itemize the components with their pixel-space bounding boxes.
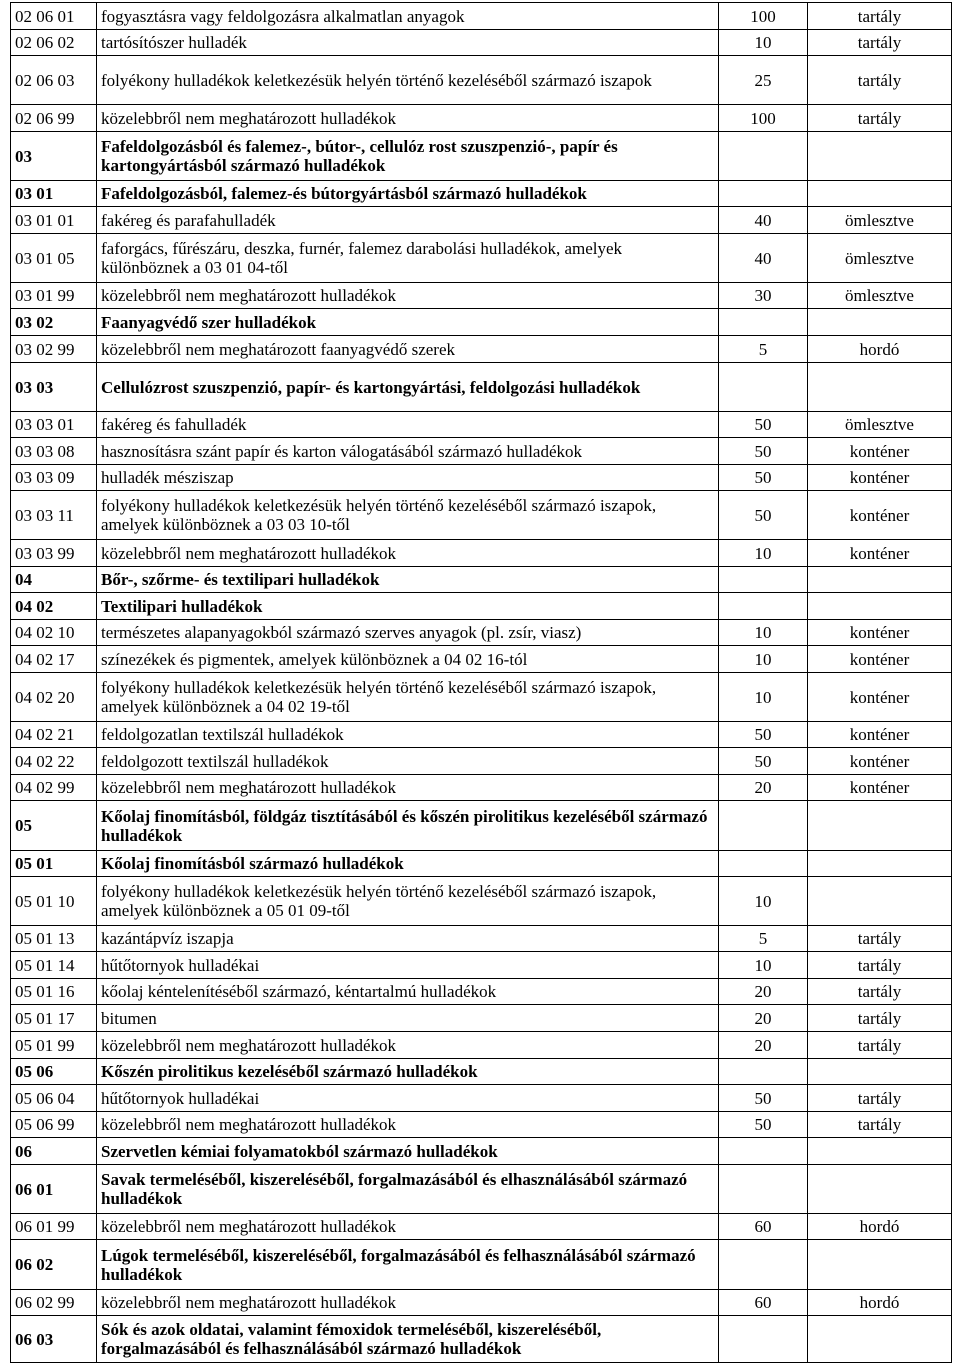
container-cell [808, 363, 952, 412]
table-row [11, 30, 952, 56]
amount-cell: 20 [719, 1005, 808, 1032]
container-cell: konténer [808, 540, 952, 567]
table-row [11, 105, 952, 132]
description-cell: Textilipari hulladékok [97, 593, 719, 620]
waste-code-cell: 03 02 99 [11, 336, 97, 363]
description-cell: Fafeldolgozásból és falemez-, bútor-, cellulóz rost szuszpenzió-, papír és kartongyártásból származó hulladékok [97, 132, 719, 181]
waste-code-cell: 05 01 [11, 851, 97, 877]
amount-cell: 10 [719, 620, 808, 646]
description-cell: közelebbről nem meghatározott hulladékok [97, 105, 719, 132]
table-row [11, 491, 952, 540]
description-cell: folyékony hulladékok keletkezésük helyén történő kezeléséből származó iszapok [97, 56, 719, 105]
description-cell: Cellulózrost szuszpenzió, papír- és kartongyártási, feldolgozási hulladékok [97, 363, 719, 412]
waste-code-cell: 03 [11, 132, 97, 181]
table-row [11, 620, 952, 646]
container-cell: konténer [808, 438, 952, 465]
container-cell: ömlesztve [808, 283, 952, 309]
container-cell: konténer [808, 465, 952, 491]
container-cell [808, 851, 952, 877]
amount-cell [719, 851, 808, 877]
table-row [11, 207, 952, 234]
description-cell: közelebbről nem meghatározott hulladékok [97, 1214, 719, 1240]
amount-cell: 5 [719, 926, 808, 952]
amount-cell [719, 593, 808, 620]
amount-cell: 50 [719, 465, 808, 491]
description-cell: Sók és azok oldatai, valamint fémoxidok termeléséből, kiszereléséből, forgalmazásából és felhasználásából származó hulladékok [97, 1316, 719, 1363]
amount-cell [719, 1240, 808, 1290]
container-cell: konténer [808, 748, 952, 775]
container-cell: tartály [808, 1112, 952, 1138]
category-row [11, 1240, 952, 1290]
description-cell: hűtőtornyok hulladékai [97, 1085, 719, 1112]
description-cell: Kőolaj finomításból származó hulladékok [97, 851, 719, 877]
table-row [11, 775, 952, 801]
waste-code-cell: 03 01 [11, 181, 97, 207]
waste-code-cell: 03 03 11 [11, 491, 97, 540]
description-cell: Lúgok termeléséből, kiszereléséből, forgalmazásából és felhasználásából származó hulladékok [97, 1240, 719, 1290]
amount-cell: 40 [719, 234, 808, 283]
amount-cell: 10 [719, 673, 808, 722]
container-cell [808, 567, 952, 593]
amount-cell [719, 1316, 808, 1363]
amount-cell [719, 132, 808, 181]
container-cell [808, 1316, 952, 1363]
category-row [11, 851, 952, 877]
waste-code-table [10, 2, 952, 1363]
waste-code-cell: 05 [11, 801, 97, 851]
description-cell: közelebbről nem meghatározott hulladékok [97, 1032, 719, 1059]
amount-cell: 5 [719, 336, 808, 363]
waste-code-cell: 04 02 21 [11, 722, 97, 748]
table-row [11, 1112, 952, 1138]
description-cell: hasznosításra szánt papír és karton válogatásából származó hulladékok [97, 438, 719, 465]
waste-code-cell: 04 02 22 [11, 748, 97, 775]
description-cell: fakéreg és parafahulladék [97, 207, 719, 234]
description-cell: fogyasztásra vagy feldolgozásra alkalmatlan anyagok [97, 3, 719, 30]
table-row [11, 646, 952, 673]
description-cell: közelebbről nem meghatározott hulladékok [97, 1112, 719, 1138]
waste-code-cell: 06 01 99 [11, 1214, 97, 1240]
waste-code-cell: 03 01 05 [11, 234, 97, 283]
category-row [11, 1059, 952, 1085]
table-row [11, 673, 952, 722]
container-cell: konténer [808, 646, 952, 673]
waste-code-cell: 04 02 10 [11, 620, 97, 646]
waste-code-cell: 02 06 99 [11, 105, 97, 132]
container-cell: tartály [808, 105, 952, 132]
description-cell: kőolaj kéntelenítéséből származó, kéntartalmú hulladékok [97, 979, 719, 1005]
container-cell: tartály [808, 56, 952, 105]
container-cell: tartály [808, 1085, 952, 1112]
waste-code-cell: 02 06 02 [11, 30, 97, 56]
amount-cell: 10 [719, 30, 808, 56]
amount-cell: 10 [719, 646, 808, 673]
waste-code-cell: 04 02 99 [11, 775, 97, 801]
table-row [11, 1290, 952, 1316]
waste-code-cell: 06 [11, 1138, 97, 1165]
table-row [11, 979, 952, 1005]
description-cell: feldolgozatlan textilszál hulladékok [97, 722, 719, 748]
category-row [11, 181, 952, 207]
description-cell: kazántápvíz iszapja [97, 926, 719, 952]
amount-cell: 50 [719, 1112, 808, 1138]
container-cell: konténer [808, 722, 952, 748]
amount-cell: 60 [719, 1214, 808, 1240]
amount-cell: 100 [719, 105, 808, 132]
waste-code-cell: 05 01 10 [11, 877, 97, 926]
waste-code-cell: 06 01 [11, 1165, 97, 1214]
table-row [11, 540, 952, 567]
container-cell [808, 181, 952, 207]
description-cell: Savak termeléséből, kiszereléséből, forgalmazásából és elhasználásából származó hulladékok [97, 1165, 719, 1214]
amount-cell: 20 [719, 979, 808, 1005]
description-cell: Kőolaj finomításból, földgáz tisztításából és kőszén pirolitikus kezeléséből származó hulladékok [97, 801, 719, 851]
waste-code-cell: 03 03 [11, 363, 97, 412]
container-cell [808, 1165, 952, 1214]
container-cell: tartály [808, 952, 952, 979]
amount-cell [719, 1138, 808, 1165]
container-cell [808, 1138, 952, 1165]
table-row [11, 465, 952, 491]
amount-cell: 50 [719, 438, 808, 465]
table-row [11, 1214, 952, 1240]
container-cell [808, 132, 952, 181]
container-cell [808, 1059, 952, 1085]
description-cell: Faanyagvédő szer hulladékok [97, 309, 719, 336]
category-row [11, 1316, 952, 1363]
container-cell [808, 309, 952, 336]
amount-cell: 50 [719, 491, 808, 540]
description-cell: faforgács, fűrészáru, deszka, furnér, falemez darabolási hulladékok, amelyek különböznek a 03 01 04-től [97, 234, 719, 283]
table-row [11, 1005, 952, 1032]
waste-code-cell: 03 03 01 [11, 412, 97, 438]
description-cell: közelebbről nem meghatározott faanyagvédő szerek [97, 336, 719, 363]
description-cell: Bőr-, szőrme- és textilipari hulladékok [97, 567, 719, 593]
table-row [11, 748, 952, 775]
waste-code-cell: 03 03 99 [11, 540, 97, 567]
description-cell: közelebbről nem meghatározott hulladékok [97, 283, 719, 309]
container-cell: tartály [808, 979, 952, 1005]
amount-cell [719, 801, 808, 851]
waste-code-cell: 03 01 01 [11, 207, 97, 234]
table-row [11, 3, 952, 30]
description-cell: folyékony hulladékok keletkezésük helyén történő kezeléséből származó iszapok, amelyek különböznek a 05 01 09-től [97, 877, 719, 926]
amount-cell: 10 [719, 877, 808, 926]
container-cell [808, 801, 952, 851]
amount-cell [719, 1165, 808, 1214]
table-row [11, 926, 952, 952]
description-cell: természetes alapanyagokból származó szerves anyagok (pl. zsír, viasz) [97, 620, 719, 646]
description-cell: közelebbről nem meghatározott hulladékok [97, 1290, 719, 1316]
table-row [11, 722, 952, 748]
waste-code-cell: 03 02 [11, 309, 97, 336]
description-cell: bitumen [97, 1005, 719, 1032]
amount-cell: 20 [719, 1032, 808, 1059]
container-cell: ömlesztve [808, 412, 952, 438]
waste-code-cell: 05 01 17 [11, 1005, 97, 1032]
container-cell: hordó [808, 1290, 952, 1316]
amount-cell: 50 [719, 722, 808, 748]
description-cell: Kőszén pirolitikus kezeléséből származó hulladékok [97, 1059, 719, 1085]
amount-cell [719, 309, 808, 336]
container-cell: konténer [808, 775, 952, 801]
description-cell: Fafeldolgozásból, falemez-és bútorgyártásból származó hulladékok [97, 181, 719, 207]
amount-cell [719, 363, 808, 412]
amount-cell [719, 1059, 808, 1085]
category-row [11, 801, 952, 851]
description-cell: folyékony hulladékok keletkezésük helyén történő kezeléséből származó iszapok, amelyek különböznek a 04 02 19-től [97, 673, 719, 722]
amount-cell: 50 [719, 1085, 808, 1112]
amount-cell: 30 [719, 283, 808, 309]
table-row [11, 336, 952, 363]
amount-cell: 60 [719, 1290, 808, 1316]
waste-code-cell: 05 01 16 [11, 979, 97, 1005]
container-cell [808, 1240, 952, 1290]
container-cell: ömlesztve [808, 234, 952, 283]
waste-code-cell: 03 03 09 [11, 465, 97, 491]
waste-code-cell: 03 03 08 [11, 438, 97, 465]
table-row [11, 234, 952, 283]
waste-code-cell: 06 03 [11, 1316, 97, 1363]
amount-cell: 50 [719, 412, 808, 438]
amount-cell [719, 181, 808, 207]
container-cell: konténer [808, 491, 952, 540]
container-cell: konténer [808, 620, 952, 646]
table-row [11, 283, 952, 309]
container-cell [808, 877, 952, 926]
waste-code-cell: 06 02 [11, 1240, 97, 1290]
description-cell: fakéreg és fahulladék [97, 412, 719, 438]
table-body [11, 3, 952, 1363]
waste-code-cell: 04 02 [11, 593, 97, 620]
table-row [11, 56, 952, 105]
waste-code-cell: 05 01 13 [11, 926, 97, 952]
category-row [11, 593, 952, 620]
description-cell: közelebbről nem meghatározott hulladékok [97, 775, 719, 801]
description-cell: hulladék mésziszap [97, 465, 719, 491]
category-row [11, 1138, 952, 1165]
container-cell: tartály [808, 3, 952, 30]
table-row [11, 438, 952, 465]
amount-cell: 20 [719, 775, 808, 801]
waste-code-cell: 02 06 01 [11, 3, 97, 30]
amount-cell [719, 567, 808, 593]
amount-cell: 25 [719, 56, 808, 105]
container-cell: hordó [808, 336, 952, 363]
description-cell: színezékek és pigmentek, amelyek különböznek a 04 02 16-tól [97, 646, 719, 673]
container-cell: hordó [808, 1214, 952, 1240]
description-cell: feldolgozott textilszál hulladékok [97, 748, 719, 775]
amount-cell: 50 [719, 748, 808, 775]
amount-cell: 40 [719, 207, 808, 234]
category-row [11, 1165, 952, 1214]
amount-cell: 100 [719, 3, 808, 30]
table-row [11, 1085, 952, 1112]
waste-code-cell: 04 [11, 567, 97, 593]
description-cell: folyékony hulladékok keletkezésük helyén történő kezeléséből származó iszapok, amelyek különböznek a 03 03 10-től [97, 491, 719, 540]
waste-code-cell: 05 06 99 [11, 1112, 97, 1138]
container-cell: konténer [808, 673, 952, 722]
category-row [11, 309, 952, 336]
waste-code-cell: 04 02 17 [11, 646, 97, 673]
container-cell [808, 593, 952, 620]
container-cell: tartály [808, 30, 952, 56]
waste-code-cell: 06 02 99 [11, 1290, 97, 1316]
container-cell: ömlesztve [808, 207, 952, 234]
container-cell: tartály [808, 926, 952, 952]
waste-code-cell: 05 06 [11, 1059, 97, 1085]
description-cell: közelebbről nem meghatározott hulladékok [97, 540, 719, 567]
waste-code-cell: 05 06 04 [11, 1085, 97, 1112]
waste-code-cell: 04 02 20 [11, 673, 97, 722]
description-cell: tartósítószer hulladék [97, 30, 719, 56]
description-cell: hűtőtornyok hulladékai [97, 952, 719, 979]
container-cell: tartály [808, 1032, 952, 1059]
amount-cell: 10 [719, 952, 808, 979]
table-row [11, 877, 952, 926]
table-row [11, 412, 952, 438]
waste-code-cell: 05 01 14 [11, 952, 97, 979]
category-row [11, 132, 952, 181]
waste-code-cell: 03 01 99 [11, 283, 97, 309]
amount-cell: 10 [719, 540, 808, 567]
table-row [11, 1032, 952, 1059]
container-cell: tartály [808, 1005, 952, 1032]
category-row [11, 567, 952, 593]
waste-code-cell: 05 01 99 [11, 1032, 97, 1059]
table-row [11, 952, 952, 979]
category-row [11, 363, 952, 412]
waste-code-cell: 02 06 03 [11, 56, 97, 105]
description-cell: Szervetlen kémiai folyamatokból származó hulladékok [97, 1138, 719, 1165]
